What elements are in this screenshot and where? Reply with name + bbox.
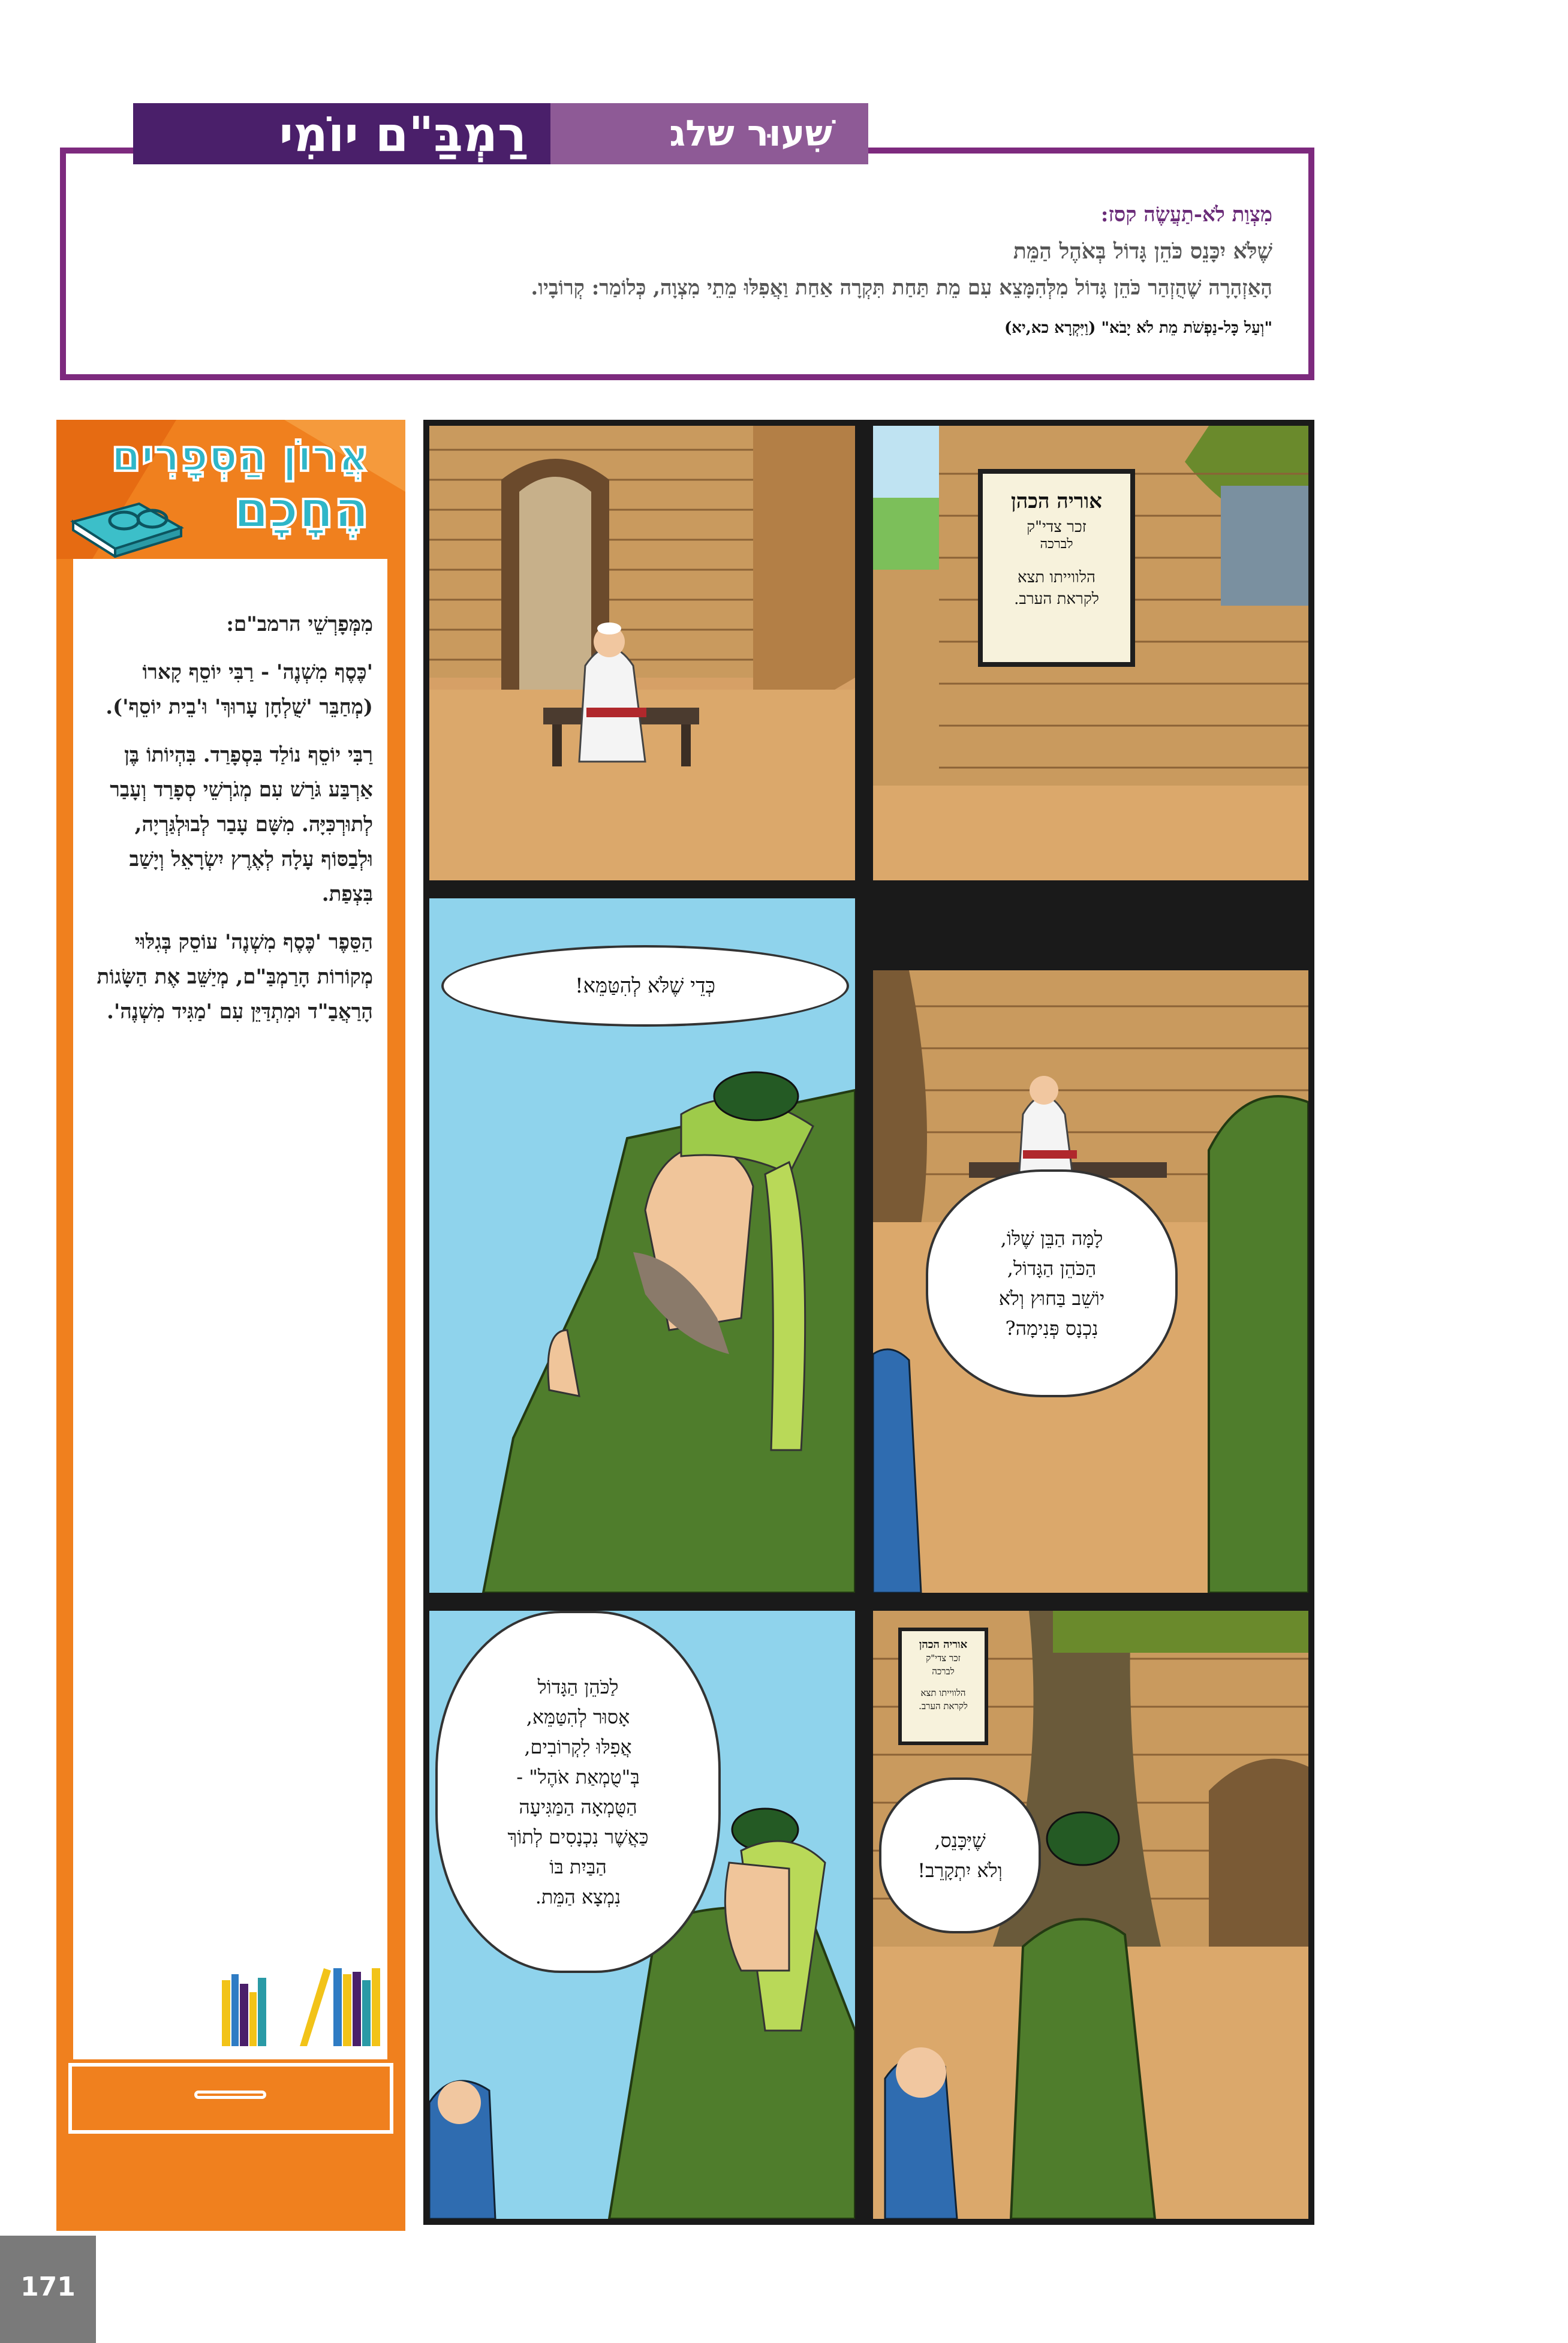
sidebar-header [56,420,405,559]
sidebar-paragraph-2: רַבִּי יוֹסֵף נוֹלַד בִּסְפָרַד. בִּהְיוֹתוֹ בֶּן אַרְבַּע גֹּרַשׁ עִם מְגֹרְשֵׁי סְפָרַד וְעָבַר לְתוּרְכִּיָּה. מִשָּׁם עָבַר לְבוּלְגַּרְיָה, וּלְבַסּוֹף עָלָה לְאֶרֶץ יִשְׂרָאֵל וְיָשַׁב בִּצְפַת. [110,743,373,906]
comic-strip [423,420,1314,2225]
comic-panel-1 [429,426,855,880]
notice-sign [978,469,1135,667]
sign-line-3: לברכה [1040,537,1073,552]
small-sign-line-1: אוריה הכהן [919,1638,968,1651]
small-sign-line-4: הלווייתו תצא [920,1688,966,1698]
comic-panel-2 [873,426,1308,880]
mitzvah-name: שֶׁלֹּא יִכָּנֵס כֹּהֵן גָּדוֹל בְּאֹהֶל הַמֵּת [1013,239,1272,264]
page-number-tab [0,2236,96,2343]
page-title: רַמְבַּ"ם יוֹמִי [279,107,526,163]
mitzvah-box [60,148,1314,380]
speech-bubble-2-text: לָמָּה הַבֵּן שֶׁלּוֹ, הַכֹּהֵן הַגָּדוֹל, יוֹשֵׁב בַּחוּץ וְלֹא נִכְנָס פְּנִימָה? [998,1227,1105,1340]
page-number: 171 [20,2272,76,2302]
sidebar-title-line1: אֲרוֹן הַסְּפָרִים [111,431,369,481]
sidebar-paragraph-3: הַסֵּפֶר 'כֶּסֶף מִשְׁנֶה' עוֹסֵק בְּגִלּוּי מְקוֹרוֹת הָרַמְבַּ"ם, מְיַשֵּׁב אֶת הַשָּׂגוֹת הָרַאֲבַ"ד וּמִתְדַּיֵּן עִם 'מַגִּיד מִשְׁנֶה'. [97,930,373,1024]
comic-panel-6 [873,1611,1308,2219]
small-sign-line-3: לברכה [932,1666,955,1677]
comic-panel-3 [429,898,855,1593]
sign-line-2: זכר צדי"ק [1027,518,1087,536]
bookshelf-books-icon [222,1956,384,2046]
speech-bubble-4-text: שֶׁיִּכָּנֵס, וְלֹא יִתְקָרֵב! [917,1829,1003,1882]
speech-bubble-3-text: לַכֹּהֵן הַגָּדוֹל אָסוּר לְהִטַּמֵּא, אֲפִלּוּ לִקְרוֹבִים, בְּ"טֻמְאַת אֹהֶל" - הַטֻּמְאָה הַמַּגִּיעָה כַּאֲשֶׁר נִכְנָסִים לְתוֹךְ הַבַּיִת בּוֹ נִמְצָא הַמֵּת. [507,1676,649,1908]
panel-1-illustration [429,426,855,880]
lesson-number: שִׁעוּר שלג [669,113,832,155]
sign-line-4: הלווייתו תצא [1018,569,1096,586]
lesson-banner [550,103,868,164]
header-title-banner [133,103,550,164]
bookshelf-sidebar [56,420,405,2231]
sidebar-paragraph-1: 'כֶּסֶף מִשְׁנֶה' - רַבִּי יוֹסֵף קָארוֹ (מְחַבֵּר 'שֻׁלְחָן עָרוּךְ' וּ'בֵית יוֹסֵף'). [106,660,373,719]
mitzvah-label: מִצְוַת לֹא-תַעֲשֶׂה קסז: [1100,203,1272,227]
small-sign-line-5: לקראת הערב. [919,1701,968,1712]
drawer-handle [194,2091,266,2099]
book-glasses-icon [67,486,187,558]
speech-bubble-1 [441,945,849,1027]
speech-bubble-3 [435,1611,721,1973]
mitzvah-verse: "וְעַל כָּל-נַפְשֹׁת מֵת לֹא יָבֹא" (וַיִּקְרָא כא,יא) [1004,319,1272,337]
small-sign-line-2: זכר צדי"ק [926,1653,961,1664]
sign-line-1: אוריה הכהן [1011,489,1102,513]
comic-panel-5 [429,1611,855,2219]
sidebar-title-line2: הֶחָכָם [233,480,369,540]
sidebar-intro: מִמְּפָרְשֵׁי הרמב"ם: [226,612,373,636]
speech-bubble-1-text: כְּדֵי שֶׁלֹּא לְהִטַּמֵּא! [574,974,716,998]
sign-line-5: לקראת הערב. [1014,590,1099,608]
notice-sign-small [898,1628,988,1745]
comic-panel-4 [873,970,1308,1593]
speech-bubble-2 [926,1169,1178,1397]
speech-bubble-4 [879,1777,1041,1933]
sidebar-content [73,559,387,2059]
mitzvah-explanation: הָאַזְהָרָה שֶׁהֻזְהַר כֹּהֵן גָּדוֹל מִלְּהִמָּצֵא עִם מֵת תַּחַת תִּקְרָה אַחַת וַאֲפִלּוּ מֵתֵי מִצְוָה, כְּלוֹמַר: קְרוֹבָיו. [531,276,1272,300]
